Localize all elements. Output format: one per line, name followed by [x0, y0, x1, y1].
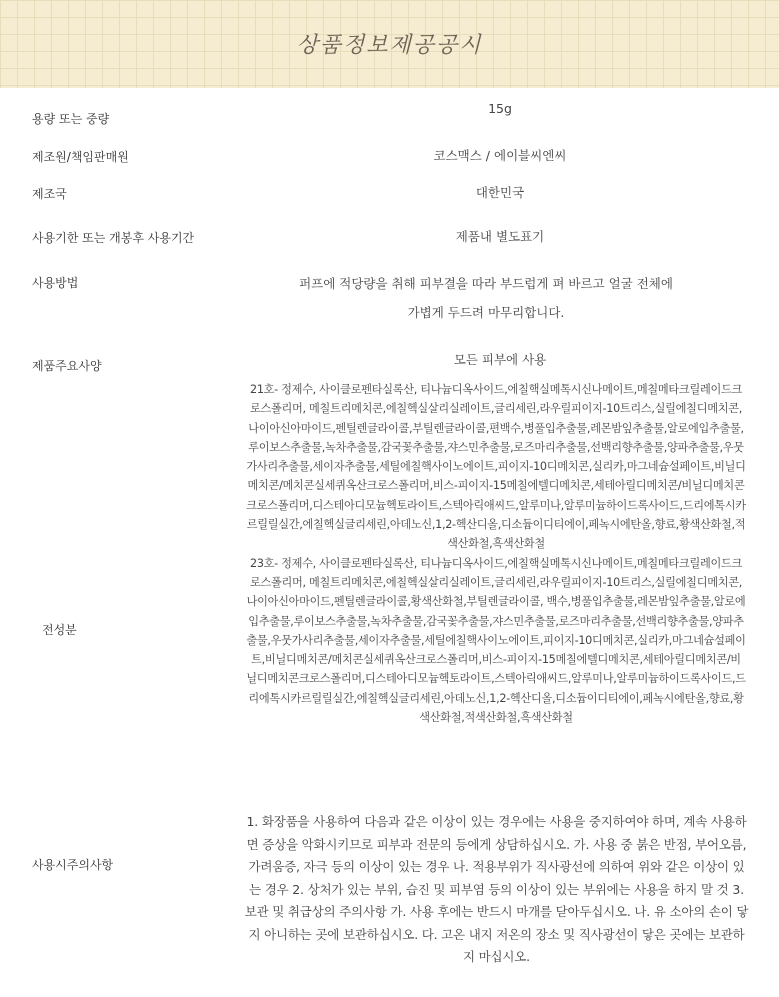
page-header [0, 0, 779, 88]
label-usage: 사용방법 [32, 276, 79, 290]
ingredients-23: 23호- 정제수, 사이클로펜타실록산, 티나늄디옥사이드,에칠핵실메톡시신나메이트,메칠메타크릴레이드크로스폴리머, 메칠트리메치콘,에칠헥실살리실레이트,글리세린,라우릴피이지-10트리스,실릴에칠디메치콘,나이아신아마이드,펜틸렌글라이콜,황색산화철,부틸렌글라이콜, 백수,병풀입추출물,레몬밤잎추출물,알로에입추출물,루이보스추출물,녹차추출물,감국꽃추출물,쟈스민추출물,로즈마리추출물,선백리향추출물,양파추출물,우뭇가사리추출물,세이자추출물,세틸에칠핵사이노에이트,피이지-10디메치콘,실리카,마그네슘설페이트,비닐디메치콘/메치콘실세퀴옥산크로스폴리머,비스-피이지-15메칠에텔디메치콘,세테아릴디메치콘/비닐디메치콘크로스폴리머,디스테아디모늄헥토라이트,스텍아릭애씨드,알루미나,알루미늄하이드록사이드,드리에톡시카르릴릴실간,에칠헥실글리세린,아데노신,1,2-헥산디올,디소듐이디티에이,페녹시에탄올,향료,황색산화철,적색산화철,흑색산화철 [246, 556, 746, 725]
value-spec: 모든 피부에 사용 [453, 352, 547, 367]
label-capacity: 용량 또는 중량 [32, 112, 110, 126]
value-manufacturer: 코스맥스 / 에이블씨엔씨 [433, 148, 567, 163]
value-ingredients [246, 380, 746, 727]
label-spec: 제품주요사양 [32, 359, 102, 373]
label-caution: 사용시주의사항 [32, 858, 114, 872]
ingredients-21: 21호- 정제수, 사이클로펜타실록산, 티나늄디옥사이드,에칠핵실메톡시신나메이트,메칠메타크릴레이드크로스폴리머, 메칠트리메치콘,에칠헥실살리실레이트,글리세린,라우릴피이지-10트리스,실릴에칠디메치콘,나이아신아마이드,펜틸렌글라이콜,부틸렌글라이콜,편백수,병풀입추출물,레몬밤잎추출물,알로에입추출물,루이보스추출물,녹차추출물,감국꽃추출물,쟈스민추출물,로즈마리추출물,선백리향추출물,양파추출물,우뭇가사리추출물,세이자추출물,세틸에칠핵사이노에이트,피이지-10디메치콘,실리카,마그네슘설페이트,비닐디메치콘/메치콘실세퀴옥산크로스폴리머,비스-피이지-15메칠에텔디메치콘,세테아릴디메치콘/비닐디메치콘크로스폴리머,디스테아디모늄헥토라이트,스텍아릭애씨드,알루미나,알루미늄하이드록사이드,드리에톡시카르릴릴실간,에칠헥실글리세린,아데노신,1,2-헥산디올,디소듐이디티에이,페녹시에탄올,향료,황색산화철,적색산화철,흑색산화철 [246, 383, 746, 551]
label-ingredients: 전성분 [42, 623, 77, 637]
label-manufacturer: 제조원/책임판매원 [32, 150, 129, 164]
label-country: 제조국 [32, 187, 67, 201]
value-expiry: 제품내 별도표기 [455, 229, 545, 244]
value-caution: 1. 화장품을 사용하여 다음과 같은 이상이 있는 경우에는 사용을 중지하여야 하며, 계속 사용하면 증상을 악화시키므로 피부과 전문의 등에게 상담하십시오. 가. 사용 중 붉은 반점, 부어오름, 가려움증, 자극 등의 이상이 있는 경우 나. 적용부위가 직사광선에 의하여 위와 같은 이상이 있는 경우 2. 상처가 있는 부위, 습진 및 피부염 등의 이상이 있는 부위에는 사용을 하지 말 것 3. 보관 및 취급상의 주의사항 가. 사용 후에는 반드시 마개를 닫아두십시오. 나. 유 소아의 손이 닿지 아니하는 곳에 보관하십시오. 다. 고온 내지 저온의 장소 및 직사광선이 닿은 곳에는 보관하지 마십시오. [244, 814, 749, 964]
value-country: 대한민국 [475, 185, 525, 200]
page-title: 상품정보제공공시 [296, 33, 483, 58]
value-capacity: 15g [488, 101, 512, 116]
label-expiry: 사용기한 또는 개봉후 사용기간 [32, 231, 195, 245]
value-usage: 퍼프에 적당량을 취해 피부결을 따라 부드럽게 펴 바르고 얼굴 전체에 가볍게 두드려 마무리합니다. [299, 276, 673, 320]
